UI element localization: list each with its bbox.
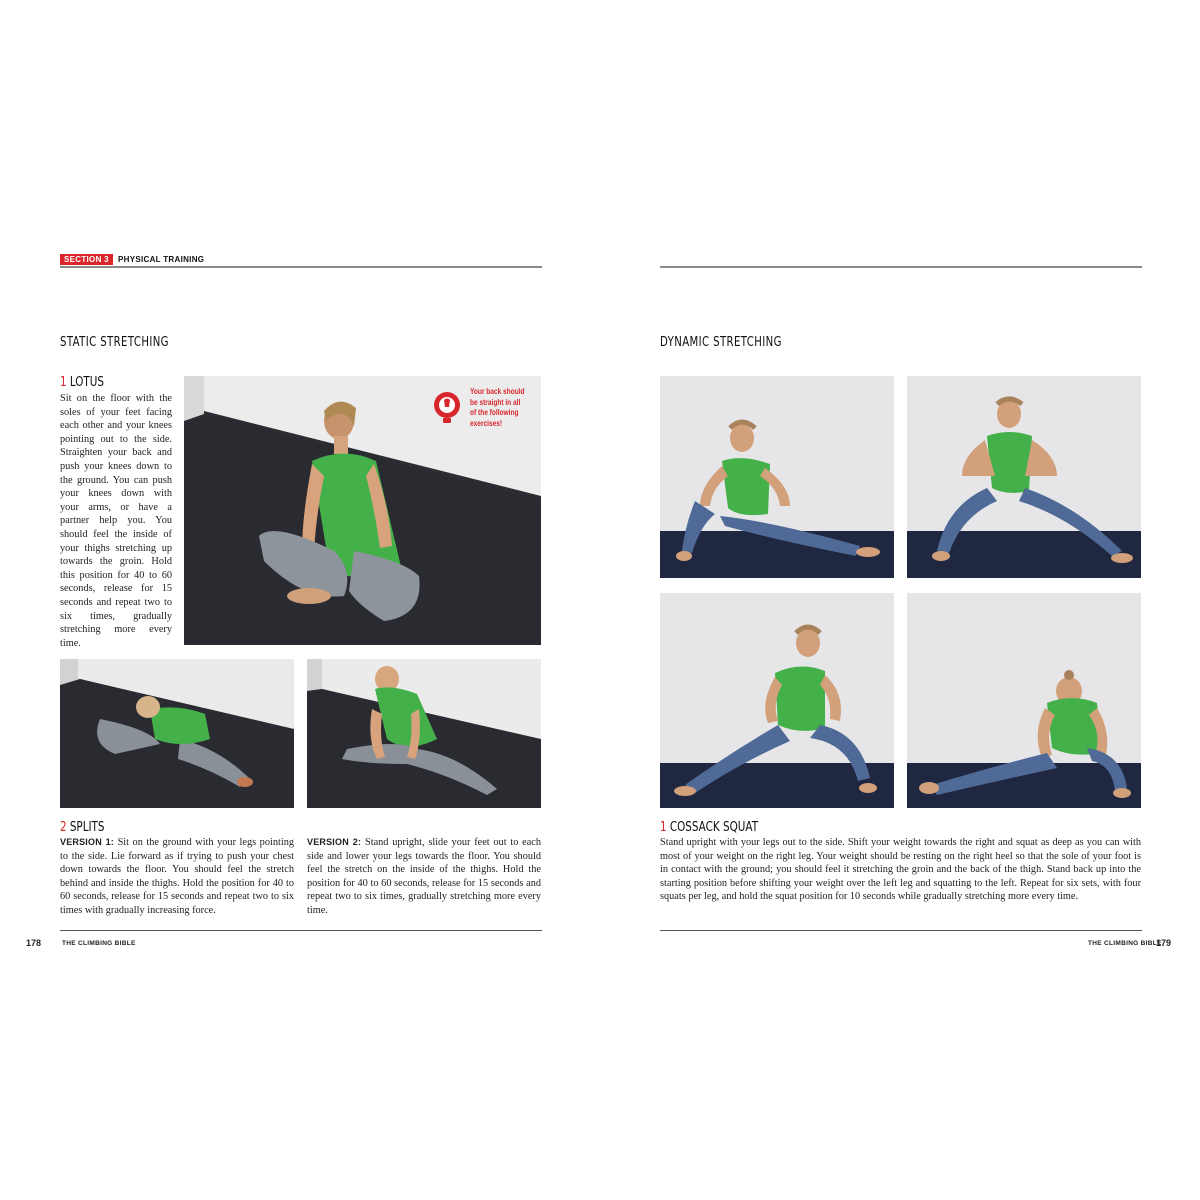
cossack-squat-4-illustration [907,593,1141,808]
item-title: COSSACK SQUAT [669,820,759,835]
splits-version2-text [307,836,541,918]
section-title-static-stretching: STATIC STRETCHING [60,335,169,350]
cossack-squat-3-illustration [660,593,894,808]
photo-splits-version2 [307,659,541,808]
page-number-left: 178 [26,938,42,948]
chapter-tag: SECTION 3 [60,254,113,265]
page-number-right: 179 [1156,938,1172,948]
footer-rule [60,930,542,931]
item-heading-splits [60,820,105,835]
cossack-squat-1-illustration [660,376,894,578]
version1-label: VERSION 1: [60,837,114,847]
photo-cossack-squat-4 [907,593,1141,808]
chapter-name: PHYSICAL TRAINING [118,255,205,264]
item-number: 2 [60,820,67,835]
photo-splits-version1 [60,659,294,808]
splits-v2-illustration [307,659,541,808]
photo-cossack-squat-1 [660,376,894,578]
cossack-squat-description: Stand upright with your legs out to the side. Shift your weight towards the right and squat as deep as you can with most of your weight on the right leg. Your weight should be resting on the right heel so that the sole of your foot is in contact with the ground; you should feel it stretching the groin and the back of the thigh. Stand back up into the starting position before shifting your weight over the left leg and squatting to the left. Repeat for six sets, with four squats per leg, and hold the squat position for 10 seconds while gradually stretching more every time. [660,837,1141,903]
photo-cossack-squat-3 [660,593,894,808]
item-title: SPLITS [69,820,105,835]
version2-body: Stand upright, slide your feet out to each side and lower your legs towards the floor. You should feel the stretch on the inside of the thighs. Hold the position for 40 to 60 seconds, release for 15 seconds and repeat two to six times, gradually stretching more every time. [307,837,541,916]
photo-lotus [184,376,541,645]
cossack-squat-2-illustration [907,376,1141,578]
book-title-left: THE CLIMBING BIBLE [62,940,136,947]
item-number: 1 [60,375,67,390]
version2-label: VERSION 2: [307,837,362,847]
version1-body: Sit on the ground with your legs pointing to the side. Lie forward as if trying to push your chest down towards the floor. You should feel the stretch behind and inside the thighs. Hold the position for 40 to 60 seconds, release for 15 seconds and repeat two to six times with gradually increasing force. [60,837,295,916]
item-heading-cossack-squat [660,820,758,835]
item-title: LOTUS [69,375,105,390]
item-number: 1 [660,820,667,835]
footer-rule-right [660,930,1142,931]
splits-v1-illustration [60,659,294,808]
header-rule [60,266,542,268]
tip-text: Your back should be straight in all of the following exercises! [470,387,525,428]
section-title-dynamic-stretching: DYNAMIC STRETCHING [660,335,782,350]
lotus-description: Sit on the floor with the soles of your feet facing each other and your knees pointing out to the side. Straighten your back and push your knees down to the ground. You can push your knees down with your arms, or have a partner help you. You should feel the inside of your thighs stretching up towards the groin. Hold this position for 40 to 60 seconds, release for 15 seconds and repeat two to six times, gradually stretching more every time. [60,393,172,649]
photo-cossack-squat-2 [907,376,1141,578]
splits-version1-text [60,836,294,918]
tip-callout [432,387,532,447]
lightbulb-icon [432,391,462,425]
header-rule-right [660,266,1142,268]
book-title-right: THE CLIMBING BIBLE [1088,940,1162,947]
item-heading-lotus [60,375,104,390]
